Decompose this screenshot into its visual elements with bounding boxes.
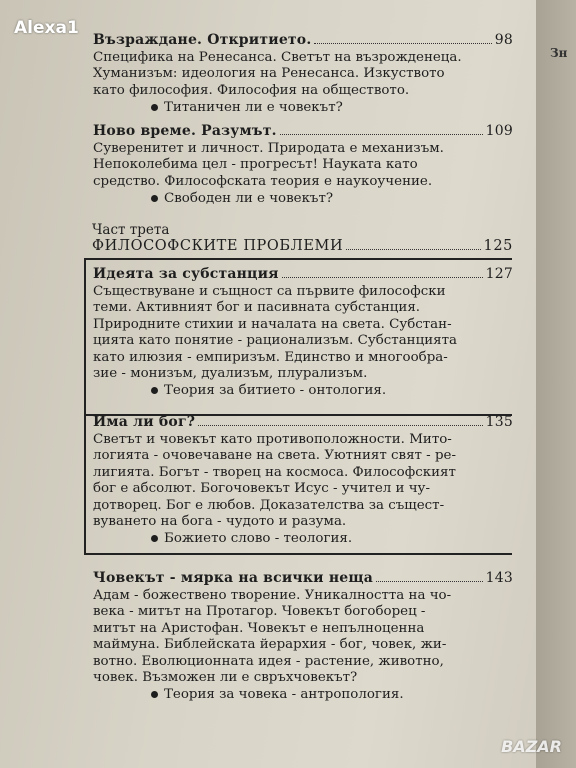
toc-entry-heading	[93, 414, 513, 430]
toc-page-number: 143	[485, 570, 513, 586]
dot-leader	[198, 415, 483, 426]
part-page-number: 125	[483, 238, 513, 254]
description-line: като философия. Философия на обществото.	[93, 82, 410, 98]
description-line: средство. Философската теория е наукоучение.	[93, 173, 433, 189]
toc-entry-heading	[93, 570, 513, 586]
toc-entry-heading	[93, 266, 513, 282]
description-line: цията като понятие - рационализъм. Субстанцията	[93, 333, 457, 349]
bullet-text: Божието слово - теология.	[164, 531, 353, 547]
toc-entry-description	[93, 432, 513, 530]
dot-leader	[280, 124, 483, 135]
description-line: логията - очовечаване на света. Уютният свят - ре-	[93, 448, 456, 464]
description-line: митът на Аристофан. Човекът е непълноценна	[93, 620, 425, 636]
bullet-icon	[151, 535, 158, 542]
adjacent-page	[536, 0, 576, 768]
toc-entry-description	[93, 50, 513, 99]
description-line: Специфика на Ренесанса. Светът на възрожденеца.	[93, 50, 462, 65]
description-line: Съществуване и същност са първите философски	[93, 284, 446, 299]
description-line: зие - монизъм, дуализъм, плурализъм.	[93, 366, 368, 382]
toc-entry-title: Човекът - мярка на всички неща	[93, 570, 374, 586]
site-logo: BAZAR	[501, 737, 562, 756]
bullet-icon	[151, 387, 158, 394]
description-line: Хуманизъм: идеология на Ренесанса. Изкуството	[93, 66, 445, 82]
toc-page-number: 127	[485, 266, 513, 282]
dot-leader	[376, 571, 483, 582]
bullet-text: Теория за човека - антропология.	[164, 687, 404, 703]
dot-leader	[282, 267, 483, 278]
description-line: Непоколебима цел - прогресът! Науката като	[93, 157, 418, 173]
toc-page-number: 98	[494, 32, 513, 48]
toc-page-number: 135	[485, 414, 513, 430]
bullet-text: Теория за битието - онтология.	[164, 383, 387, 399]
dot-leader	[314, 33, 491, 44]
toc-page-number: 109	[485, 123, 513, 139]
description-line: Светът и човекът като противоположности. Мито-	[93, 432, 452, 447]
toc-entry-heading	[93, 32, 513, 48]
toc-entry-man	[93, 570, 513, 704]
bullet-icon	[151, 104, 158, 111]
top-rule	[84, 553, 512, 555]
toc-entry-substance	[93, 266, 513, 400]
margin-rule	[84, 258, 86, 554]
bullet-icon	[151, 195, 158, 202]
description-line: човек. Възможен ли е свръхчовекът?	[93, 670, 358, 686]
bullet-text: Титаничен ли е човекът?	[164, 100, 343, 116]
toc-bullet	[151, 383, 513, 399]
description-line: Адам - божествено творение. Уникалността на чо-	[93, 588, 452, 603]
description-line: като илюзия - емпиризъм. Единство и многообра-	[93, 349, 448, 365]
toc-entry-title: Идеята за субстанция	[93, 266, 279, 282]
description-line: лигията. Богът - творец на космоса. Философският	[93, 464, 456, 480]
watermark-text: Alexa1	[14, 18, 79, 38]
toc-bullet	[151, 191, 513, 207]
toc-bullet	[151, 687, 513, 703]
description-line: Природните стихии и началата на света. Субстан-	[93, 316, 452, 332]
toc-bullet	[151, 531, 513, 547]
description-line: Суверенитет и личност. Природата е механизъм.	[93, 141, 444, 156]
toc-entry-title: Възраждане. Откритието.	[93, 32, 312, 48]
description-line: теми. Активният бог и пасивната субстанция.	[93, 300, 421, 316]
bullet-text: Свободен ли е човекът?	[164, 191, 334, 207]
toc-entry-god	[93, 414, 513, 548]
part-title-row	[92, 238, 513, 254]
description-line: вотно. Еволюционната идея - растение, животно,	[93, 653, 444, 669]
part-title: ФИЛОСОФСКИТЕ ПРОБЛЕМИ	[92, 238, 344, 254]
adjacent-page-text: Зн	[550, 46, 568, 60]
toc-entry-description	[93, 588, 513, 686]
toc-bullet	[151, 100, 513, 116]
bullet-icon	[151, 691, 158, 698]
description-line: дотворец. Бог е любов. Доказателства за същест-	[93, 497, 445, 513]
top-rule	[84, 258, 512, 260]
toc-entry-description	[93, 141, 513, 190]
description-line: маймуна. Библейската йерархия - бог, човек, жи-	[93, 637, 447, 653]
description-line: вуването на бога - чудото и разума.	[93, 514, 347, 530]
toc-entry-new-time	[93, 123, 513, 208]
description-line: века - митът на Протагор. Човекът богоборец -	[93, 604, 426, 620]
dot-leader	[346, 239, 480, 250]
toc-entry-renaissance	[93, 32, 513, 117]
description-line: бог е абсолют. Богочовекът Исус - учител и чу-	[93, 481, 430, 497]
part-label: Част трета	[92, 222, 170, 238]
toc-entry-title: Има ли бог?	[93, 414, 196, 430]
toc-entry-title: Ново време. Разумът.	[93, 123, 277, 139]
toc-entry-heading	[93, 123, 513, 139]
toc-entry-description	[93, 284, 513, 382]
